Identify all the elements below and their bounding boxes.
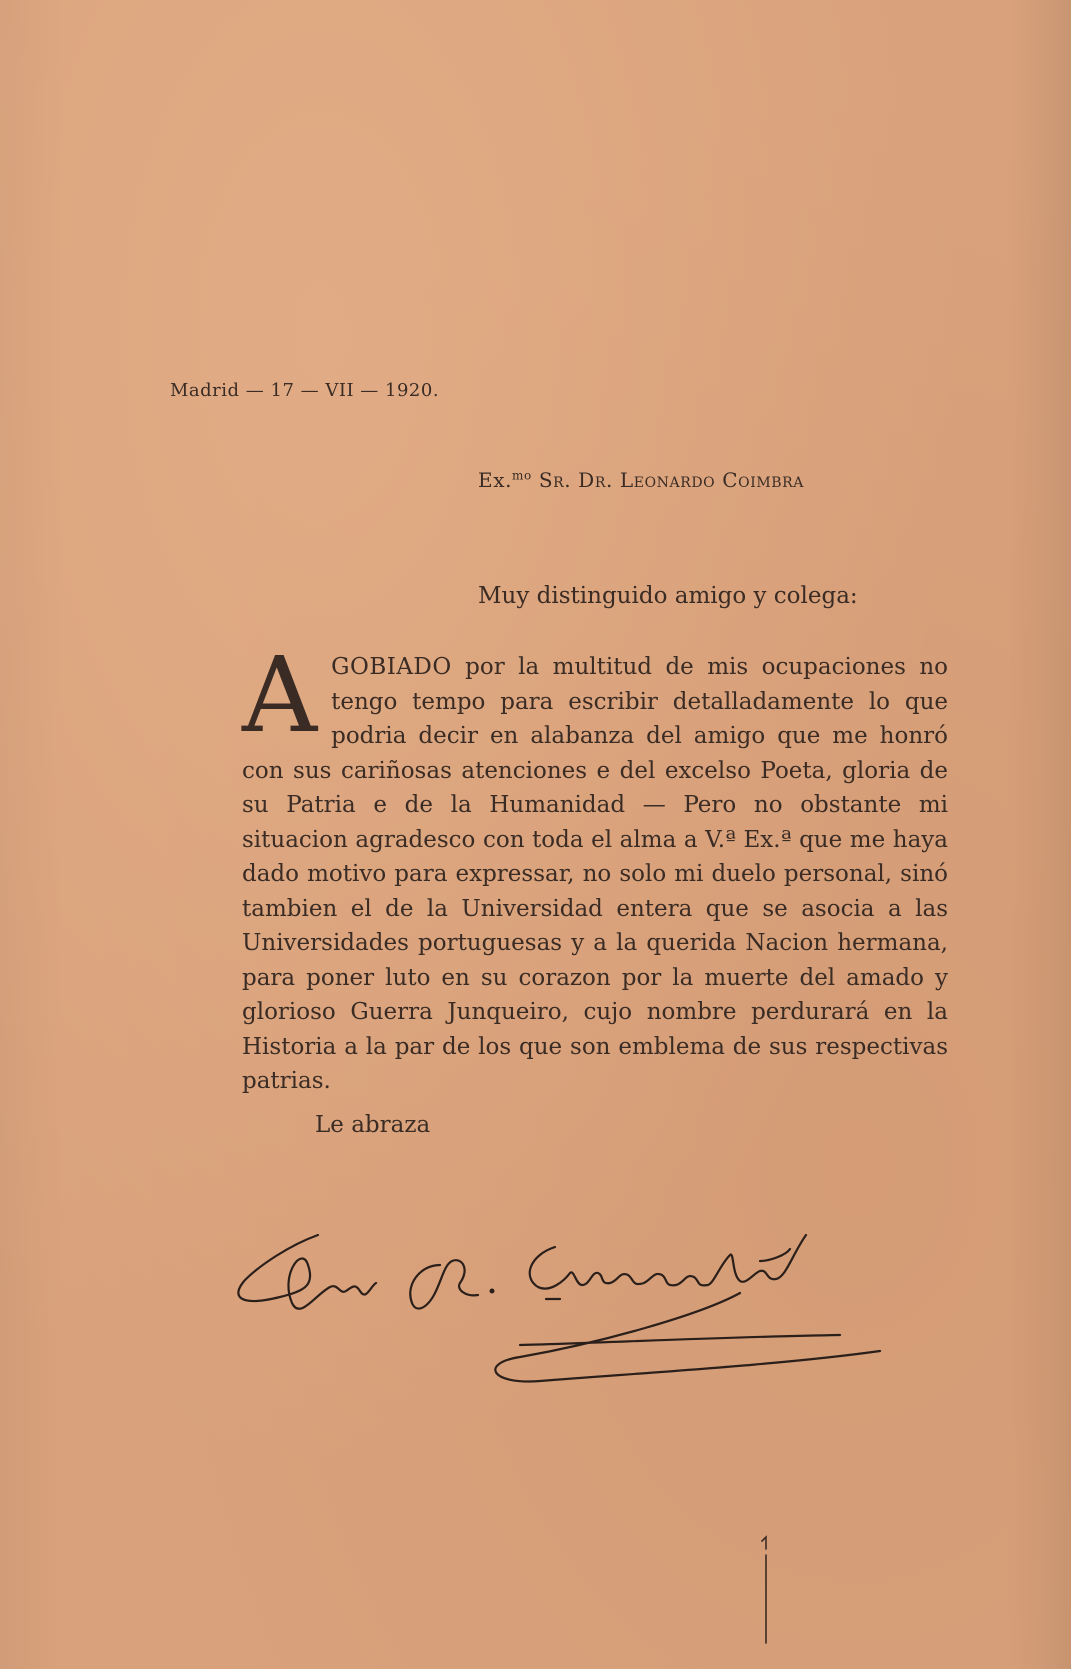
addressee-prefix-superscript: mo — [512, 468, 532, 483]
letter-body — [242, 634, 948, 1099]
addressee-prefix: Ex. — [478, 468, 513, 492]
body-text: por la multitud de mis ocupaciones no tengo tempo para escribir detalladamente lo que podria decir en alabanza del amigo que me honró con sus cariñosas atenciones e del excelso Poeta, gloria de su Patria e de la Humanidad — Pero no obstante mi situacion agradesco con toda el alma a V.ª Ex.ª que me haya dado motivo para expressar, no solo mi duelo personal, sinó tambien el de la Universidad entera que se asocia a las Universidades portuguesas y a la querida Nacion hermana, para poner luto en su corazon por la muerte del amado y glorioso Guerra Junqueiro, cujo nombre perdurará en la Historia a la par de los que son emblema de sus respectivas patrias. — [242, 654, 948, 1094]
drop-cap: A — [242, 634, 318, 756]
first-word-rest: GOBIADO — [331, 654, 452, 680]
addressee — [478, 468, 804, 492]
body-paragraph — [242, 634, 948, 1099]
handwritten-signature — [220, 1225, 940, 1425]
addressee-name: Sr. Dr. Leonardo Coimbra — [538, 468, 805, 492]
dateline: Madrid — 17 — VII — 1920. — [170, 380, 440, 401]
pencil-mark — [760, 1535, 770, 1645]
salutation: Muy distinguido amigo y colega: — [478, 583, 858, 609]
closing: Le abraza — [315, 1112, 431, 1138]
